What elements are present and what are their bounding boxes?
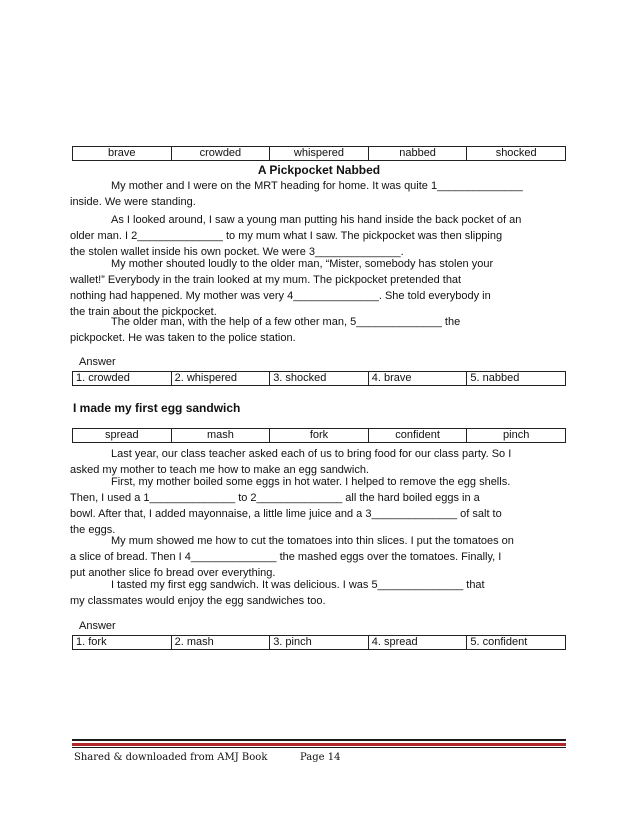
- word-bank-table-2: [72, 428, 566, 443]
- paragraph-line: bowl. After that, I added mayonnaise, a little lime juice and a 3______________ of salt to: [70, 508, 502, 520]
- answer-table-2: [72, 635, 566, 650]
- paragraph-line: asked my mother to teach me how to make an egg sandwich.: [70, 464, 369, 476]
- paragraph-line: inside. We were standing.: [70, 196, 196, 208]
- paragraph-line: my classmates would enjoy the egg sandwiches too.: [70, 595, 326, 607]
- word-bank-cell: whispered: [270, 147, 369, 161]
- answer-cell: 3. shocked: [270, 372, 369, 386]
- paragraph: [70, 533, 561, 581]
- paragraph-line: The older man, with the help of a few other man, 5______________ the: [111, 316, 461, 328]
- answer-cell: 2. whispered: [171, 372, 270, 386]
- footer-rule-red: [72, 743, 566, 746]
- footer-rule-dark: [72, 739, 566, 741]
- paragraph-line: My mother shouted loudly to the older man, “Mister, somebody has stolen your: [111, 258, 494, 270]
- footer-source: Shared & downloaded from AMJ Book: [74, 752, 268, 763]
- section-heading: I made my first egg sandwich: [73, 401, 241, 415]
- paragraph-line: older man. I 2______________ to my mum what I saw. The pickpocket was then slipping: [70, 230, 503, 242]
- answer-cell: 4. spread: [368, 636, 467, 650]
- answer-cell: 5. nabbed: [467, 372, 566, 386]
- paragraph-line: wallet!” Everybody in the train looked at my mum. The pickpocket pretended that: [70, 274, 462, 286]
- answer-cell: 5. confident: [467, 636, 566, 650]
- paragraph: [70, 212, 561, 260]
- answer-label: Answer: [79, 620, 116, 632]
- paragraph-line: I tasted my first egg sandwich. It was delicious. I was 5______________ that: [111, 579, 485, 591]
- answer-cell: 1. fork: [73, 636, 172, 650]
- paragraph: [70, 577, 561, 609]
- paragraph-line: nothing had happened. My mother was very 4______________. She told everybody in: [70, 290, 491, 302]
- word-bank-cell: mash: [171, 429, 270, 443]
- paragraph-line: First, my mother boiled some eggs in hot water. I helped to remove the egg shells.: [111, 476, 511, 488]
- word-bank-cell: shocked: [467, 147, 566, 161]
- paragraph: [70, 178, 561, 210]
- paragraph: [70, 474, 561, 538]
- answer-cell: 2. mash: [171, 636, 270, 650]
- answer-cell: 3. pinch: [270, 636, 369, 650]
- story-title: A Pickpocket Nabbed: [257, 163, 381, 177]
- paragraph-line: the stolen wallet inside his own pocket. We were 3______________.: [70, 246, 404, 258]
- word-bank-cell: spread: [73, 429, 172, 443]
- footer-rule-thin: [72, 747, 566, 748]
- answer-label: Answer: [79, 356, 116, 368]
- paragraph-line: My mother and I were on the MRT heading for home. It was quite 1______________: [111, 180, 523, 192]
- answer-cell: 4. brave: [368, 372, 467, 386]
- paragraph-line: Then, I used a 1______________ to 2______________ all the hard boiled eggs in a: [70, 492, 480, 504]
- answer-cell: 1. crowded: [73, 372, 172, 386]
- paragraph: [70, 314, 561, 346]
- paragraph-line: the train about the pickpocket.: [70, 306, 217, 318]
- paragraph-line: pickpocket. He was taken to the police station.: [70, 332, 296, 344]
- paragraph-line: My mum showed me how to cut the tomatoes into thin slices. I put the tomatoes on: [111, 535, 514, 547]
- word-bank-cell: fork: [270, 429, 369, 443]
- paragraph-line: a slice of bread. Then I 4______________ the mashed eggs over the tomatoes. Finally, I: [70, 551, 502, 563]
- word-bank-cell: nabbed: [368, 147, 467, 161]
- word-bank-cell: brave: [73, 147, 172, 161]
- paragraph-line: put another slice fo bread over everything.: [70, 567, 276, 579]
- footer-page-number: Page 14: [300, 752, 341, 763]
- word-bank-cell: confident: [368, 429, 467, 443]
- word-bank-cell: crowded: [171, 147, 270, 161]
- paragraph-line: As I looked around, I saw a young man putting his hand inside the back pocket of an: [111, 214, 522, 226]
- paragraph-line: Last year, our class teacher asked each of us to bring food for our class party. So I: [111, 448, 512, 460]
- word-bank-cell: pinch: [467, 429, 566, 443]
- answer-table-1: [72, 371, 566, 386]
- word-bank-table-1: [72, 146, 566, 161]
- paragraph-line: the eggs.: [70, 524, 116, 536]
- paragraph: [70, 256, 561, 320]
